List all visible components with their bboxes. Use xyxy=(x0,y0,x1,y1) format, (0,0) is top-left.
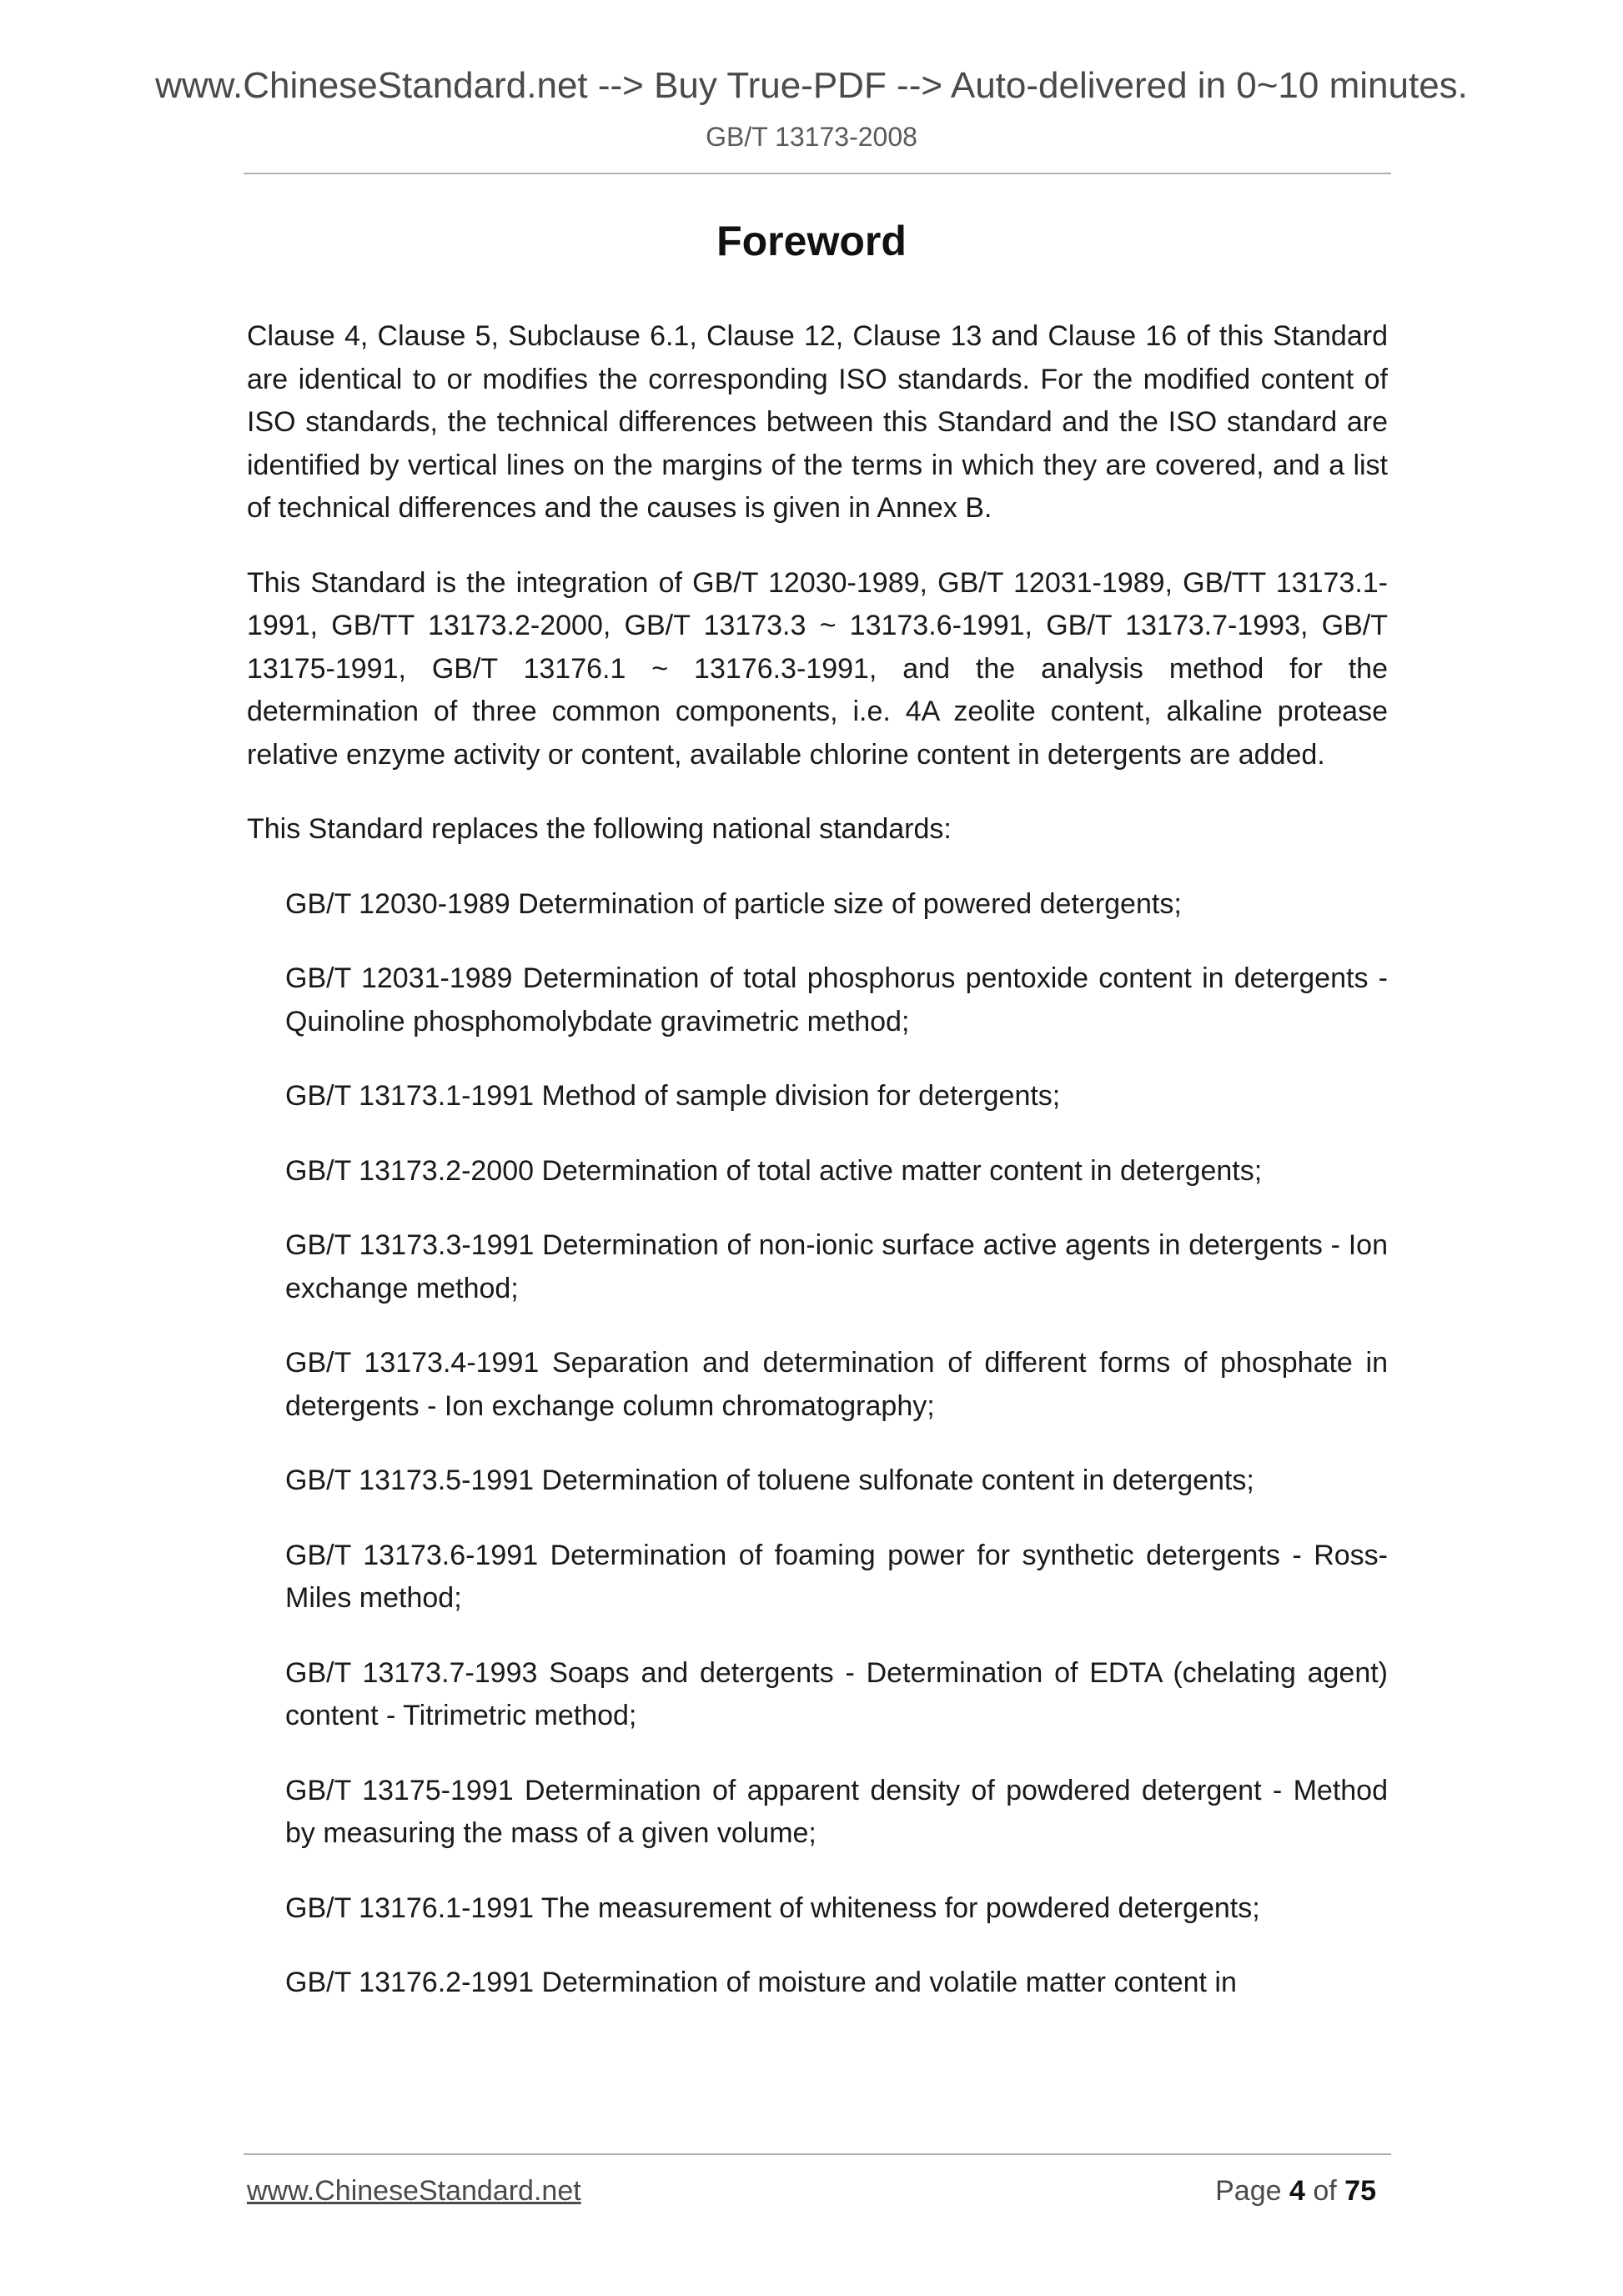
total-pages: 75 xyxy=(1344,2175,1376,2207)
header-banner[interactable]: www.ChineseStandard.net --> Buy True-PDF --> Auto-delivered in 0~10 minutes. xyxy=(155,65,1468,106)
list-item: GB/T 13176.2-1991 Determination of moisture and volatile matter content in xyxy=(285,1967,1237,1998)
footer-site-link[interactable]: www.ChineseStandard.net xyxy=(247,2175,581,2207)
list-item: GB/T 12030-1989 Determination of particle size of powered detergents; xyxy=(285,887,1182,920)
current-page-number: 4 xyxy=(1289,2175,1305,2207)
of-label: of xyxy=(1313,2175,1337,2207)
list-item: GB/T 13173.1-1991 Method of sample division for detergents; xyxy=(285,1080,1061,1112)
list-item: GB/T 13173.2-2000 Determination of total active matter content in detergents; xyxy=(285,1154,1263,1187)
list-item: GB/T 13175-1991 Determination of apparent density of powdered detergent - Method by measuring the mass of a given volume; xyxy=(285,1774,1388,1849)
list-item: GB/T 13173.7-1993 Soaps and detergents - Determination of EDTA (chelating agent) content - Titrimetric method; xyxy=(285,1656,1388,1731)
list-item: GB/T 13173.4-1991 Separation and determination of different forms of phosphate in detergents - Ion exchange column chromatography; xyxy=(285,1347,1388,1422)
replaced-standards-list xyxy=(247,883,1388,2005)
header-divider xyxy=(244,173,1391,174)
list-item: GB/T 13173.6-1991 Determination of foaming power for synthetic detergents - Ross-Miles method; xyxy=(285,1539,1388,1614)
standard-number: GB/T 13173-2008 xyxy=(706,122,917,152)
list-item: GB/T 13176.1-1991 The measurement of whiteness for powdered detergents; xyxy=(285,1892,1260,1924)
page-indicator xyxy=(1215,2175,1376,2208)
replaces-intro: This Standard replaces the following national standards: xyxy=(247,813,952,845)
list-item: GB/T 13173.3-1991 Determination of non-ionic surface active agents in detergents - Ion exchange method; xyxy=(285,1229,1388,1304)
footer-divider xyxy=(244,2153,1391,2155)
paragraph-iso-differences: Clause 4, Clause 5, Subclause 6.1, Clause 12, Clause 13 and Clause 16 of this Standard are identical to or modifies the corresponding ISO standards. For the modified content of ISO standards, the technical differences between this Standard and the ISO standard are identified by vertical lines on the margins of the terms in which they are covered, and a list of technical differences and the causes is given in Annex B. xyxy=(247,320,1388,524)
paragraph-integration: This Standard is the integration of GB/T 12030-1989, GB/T 12031-1989, GB/TT 13173.1-1991, GB/TT 13173.2-2000, GB/T 13173.3 ~ 13173.6-1991, GB/T 13173.7-1993, GB/T 13175-1991, GB/T 13176.1 ~ 13176.3-1991, and the analysis method for the determination of three common components, i.e. 4A zeolite content, alkaline protease relative enzyme activity or content, available chlorine content in detergents are added. xyxy=(247,566,1388,771)
document-body xyxy=(247,315,1388,2037)
list-item: GB/T 13173.5-1991 Determination of toluene sulfonate content in detergents; xyxy=(285,1465,1254,1496)
list-item: GB/T 12031-1989 Determination of total phosphorus pentoxide content in detergents - Quinoline phosphomolybdate gravimetric method; xyxy=(285,962,1388,1037)
page-label: Page xyxy=(1215,2175,1282,2207)
page-title: Foreword xyxy=(716,218,907,264)
